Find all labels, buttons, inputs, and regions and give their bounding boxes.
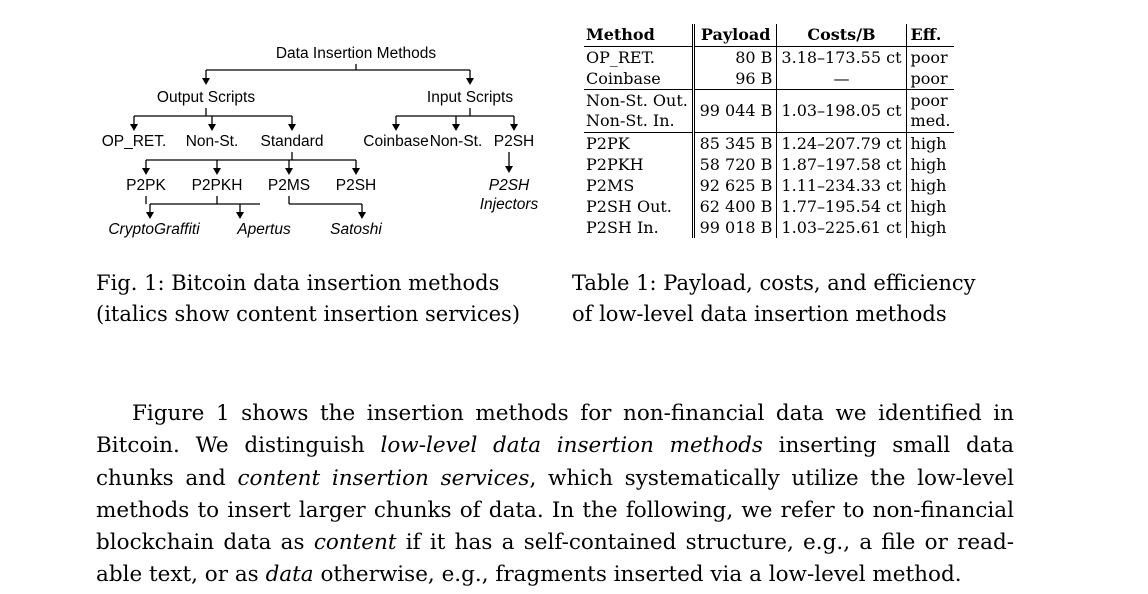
body-emphasis: data xyxy=(265,562,314,588)
node-coinbase: Coinbase xyxy=(363,133,429,150)
header-costs: Costs/B xyxy=(777,24,906,47)
node-p2pk: P2PK xyxy=(126,177,166,194)
table-caption xyxy=(572,268,1032,330)
cell-payload: 62 400 B xyxy=(693,196,777,217)
cell-method: P2SH Out. xyxy=(584,196,693,217)
body-emphasis: low-level data insertion methods xyxy=(380,433,763,459)
cell-payload: 80 B xyxy=(693,47,777,69)
node-p2sh-injectors-line1: P2SH xyxy=(488,177,530,194)
figure-caption xyxy=(96,268,566,330)
cell-costs: 1.77–195.54 ct xyxy=(777,196,906,217)
node-p2pkh: P2PKH xyxy=(191,177,243,194)
cell-costs: 1.87–197.58 ct xyxy=(777,154,906,175)
cell-payload: 92 625 B xyxy=(693,175,777,196)
node-output-non-standard: Non-St. xyxy=(185,133,239,150)
cell-method: Coinbase xyxy=(584,68,693,90)
cell-method: P2SH In. xyxy=(584,217,693,238)
body-emphasis: content insertion services xyxy=(237,465,530,491)
table-row xyxy=(584,90,954,133)
node-op-return: OP_RET. xyxy=(101,133,167,150)
cell-method-line2: Non-St. In. xyxy=(586,111,675,130)
table-row xyxy=(584,217,954,238)
cell-costs: 1.03–198.05 ct xyxy=(777,90,906,133)
cell-efficiency: poor xyxy=(906,68,954,90)
cell-costs: 3.18–173.55 ct xyxy=(777,47,906,69)
node-output-scripts: Output Scripts xyxy=(156,89,256,106)
node-standard: Standard xyxy=(260,133,324,150)
cell-efficiency: high xyxy=(910,196,947,216)
node-p2sh-input: P2SH xyxy=(493,133,535,150)
node-input-non-standard: Non-St. xyxy=(429,133,483,150)
insertion-methods-diagram xyxy=(90,36,560,246)
cell-efficiency xyxy=(906,90,954,133)
cell-payload: 99 044 B xyxy=(693,90,777,133)
insertion-methods-table xyxy=(584,24,954,238)
cell-payload: 96 B xyxy=(693,68,777,90)
cell-efficiency: high xyxy=(910,133,947,153)
cell-payload: 58 720 B xyxy=(693,154,777,175)
cell-costs: 1.03–225.61 ct xyxy=(777,217,906,238)
cell-costs: 1.24–207.79 ct xyxy=(777,133,906,155)
cell-method: P2PKH xyxy=(584,154,693,175)
service-cryptograffiti: CryptoGraffiti xyxy=(108,221,200,238)
cell-efficiency: high xyxy=(910,154,947,174)
body-text: Figure 1 shows the insertion methods for non-financial data we identified in Bitcoin. We distinguish xyxy=(96,401,1014,459)
header-method: Method xyxy=(584,24,693,47)
cell-efficiency-line2: med. xyxy=(910,111,951,130)
cell-payload: 99 018 B xyxy=(693,217,777,238)
body-text: otherwise, e.g., fragments inserted via a low-level method. xyxy=(313,562,962,588)
cell-method xyxy=(584,90,693,133)
node-root: Data Insertion Methods xyxy=(275,45,437,62)
body-paragraph xyxy=(96,398,1014,592)
node-input-scripts: Input Scripts xyxy=(426,89,514,106)
table-caption-line2: of low-level data insertion methods xyxy=(572,302,947,326)
cell-method: P2PK xyxy=(584,133,693,155)
figure-caption-line2: (italics show content insertion services) xyxy=(96,302,521,326)
body-text: if it has a self-contained structure, e.g., a file or read-able text, or as xyxy=(96,530,1014,588)
header-efficiency: Eff. xyxy=(906,24,954,47)
table-row xyxy=(584,133,954,155)
cell-method: OP_RET. xyxy=(584,47,693,69)
table-row xyxy=(584,196,954,217)
table-header-row xyxy=(584,24,954,47)
node-p2sh-injectors-line2: Injectors xyxy=(479,196,539,213)
table-row xyxy=(584,47,954,69)
cell-method-line1: Non-St. Out. xyxy=(586,91,688,110)
cell-payload: 85 345 B xyxy=(693,133,777,155)
service-apertus: Apertus xyxy=(237,221,291,238)
body-emphasis: content xyxy=(313,530,397,556)
body-text: inserting small data chunks and xyxy=(96,433,1014,491)
cell-method: P2MS xyxy=(584,175,693,196)
table-row xyxy=(584,154,954,175)
cell-efficiency: poor xyxy=(910,47,948,67)
cell-efficiency: high xyxy=(910,217,947,237)
table-row xyxy=(584,68,954,90)
node-p2sh-output: P2SH xyxy=(335,177,377,194)
header-payload: Payload xyxy=(693,24,777,47)
cell-efficiency: high xyxy=(910,175,947,195)
body-text: , which systematically utilize the low-level methods to insert larger chunks of data. In the following, we refer to non-financial blockchain data as xyxy=(96,465,1014,556)
figure-caption-line1: Fig. 1: Bitcoin data insertion methods xyxy=(96,271,500,295)
cell-costs: 1.11–234.33 ct xyxy=(777,175,906,196)
table-caption-line1: Table 1: Payload, costs, and efficiency xyxy=(572,271,976,295)
cell-efficiency-line1: poor xyxy=(910,91,948,110)
table-row xyxy=(584,175,954,196)
cell-costs: — xyxy=(777,68,906,90)
service-satoshi: Satoshi xyxy=(330,221,382,238)
node-p2ms: P2MS xyxy=(267,177,311,194)
